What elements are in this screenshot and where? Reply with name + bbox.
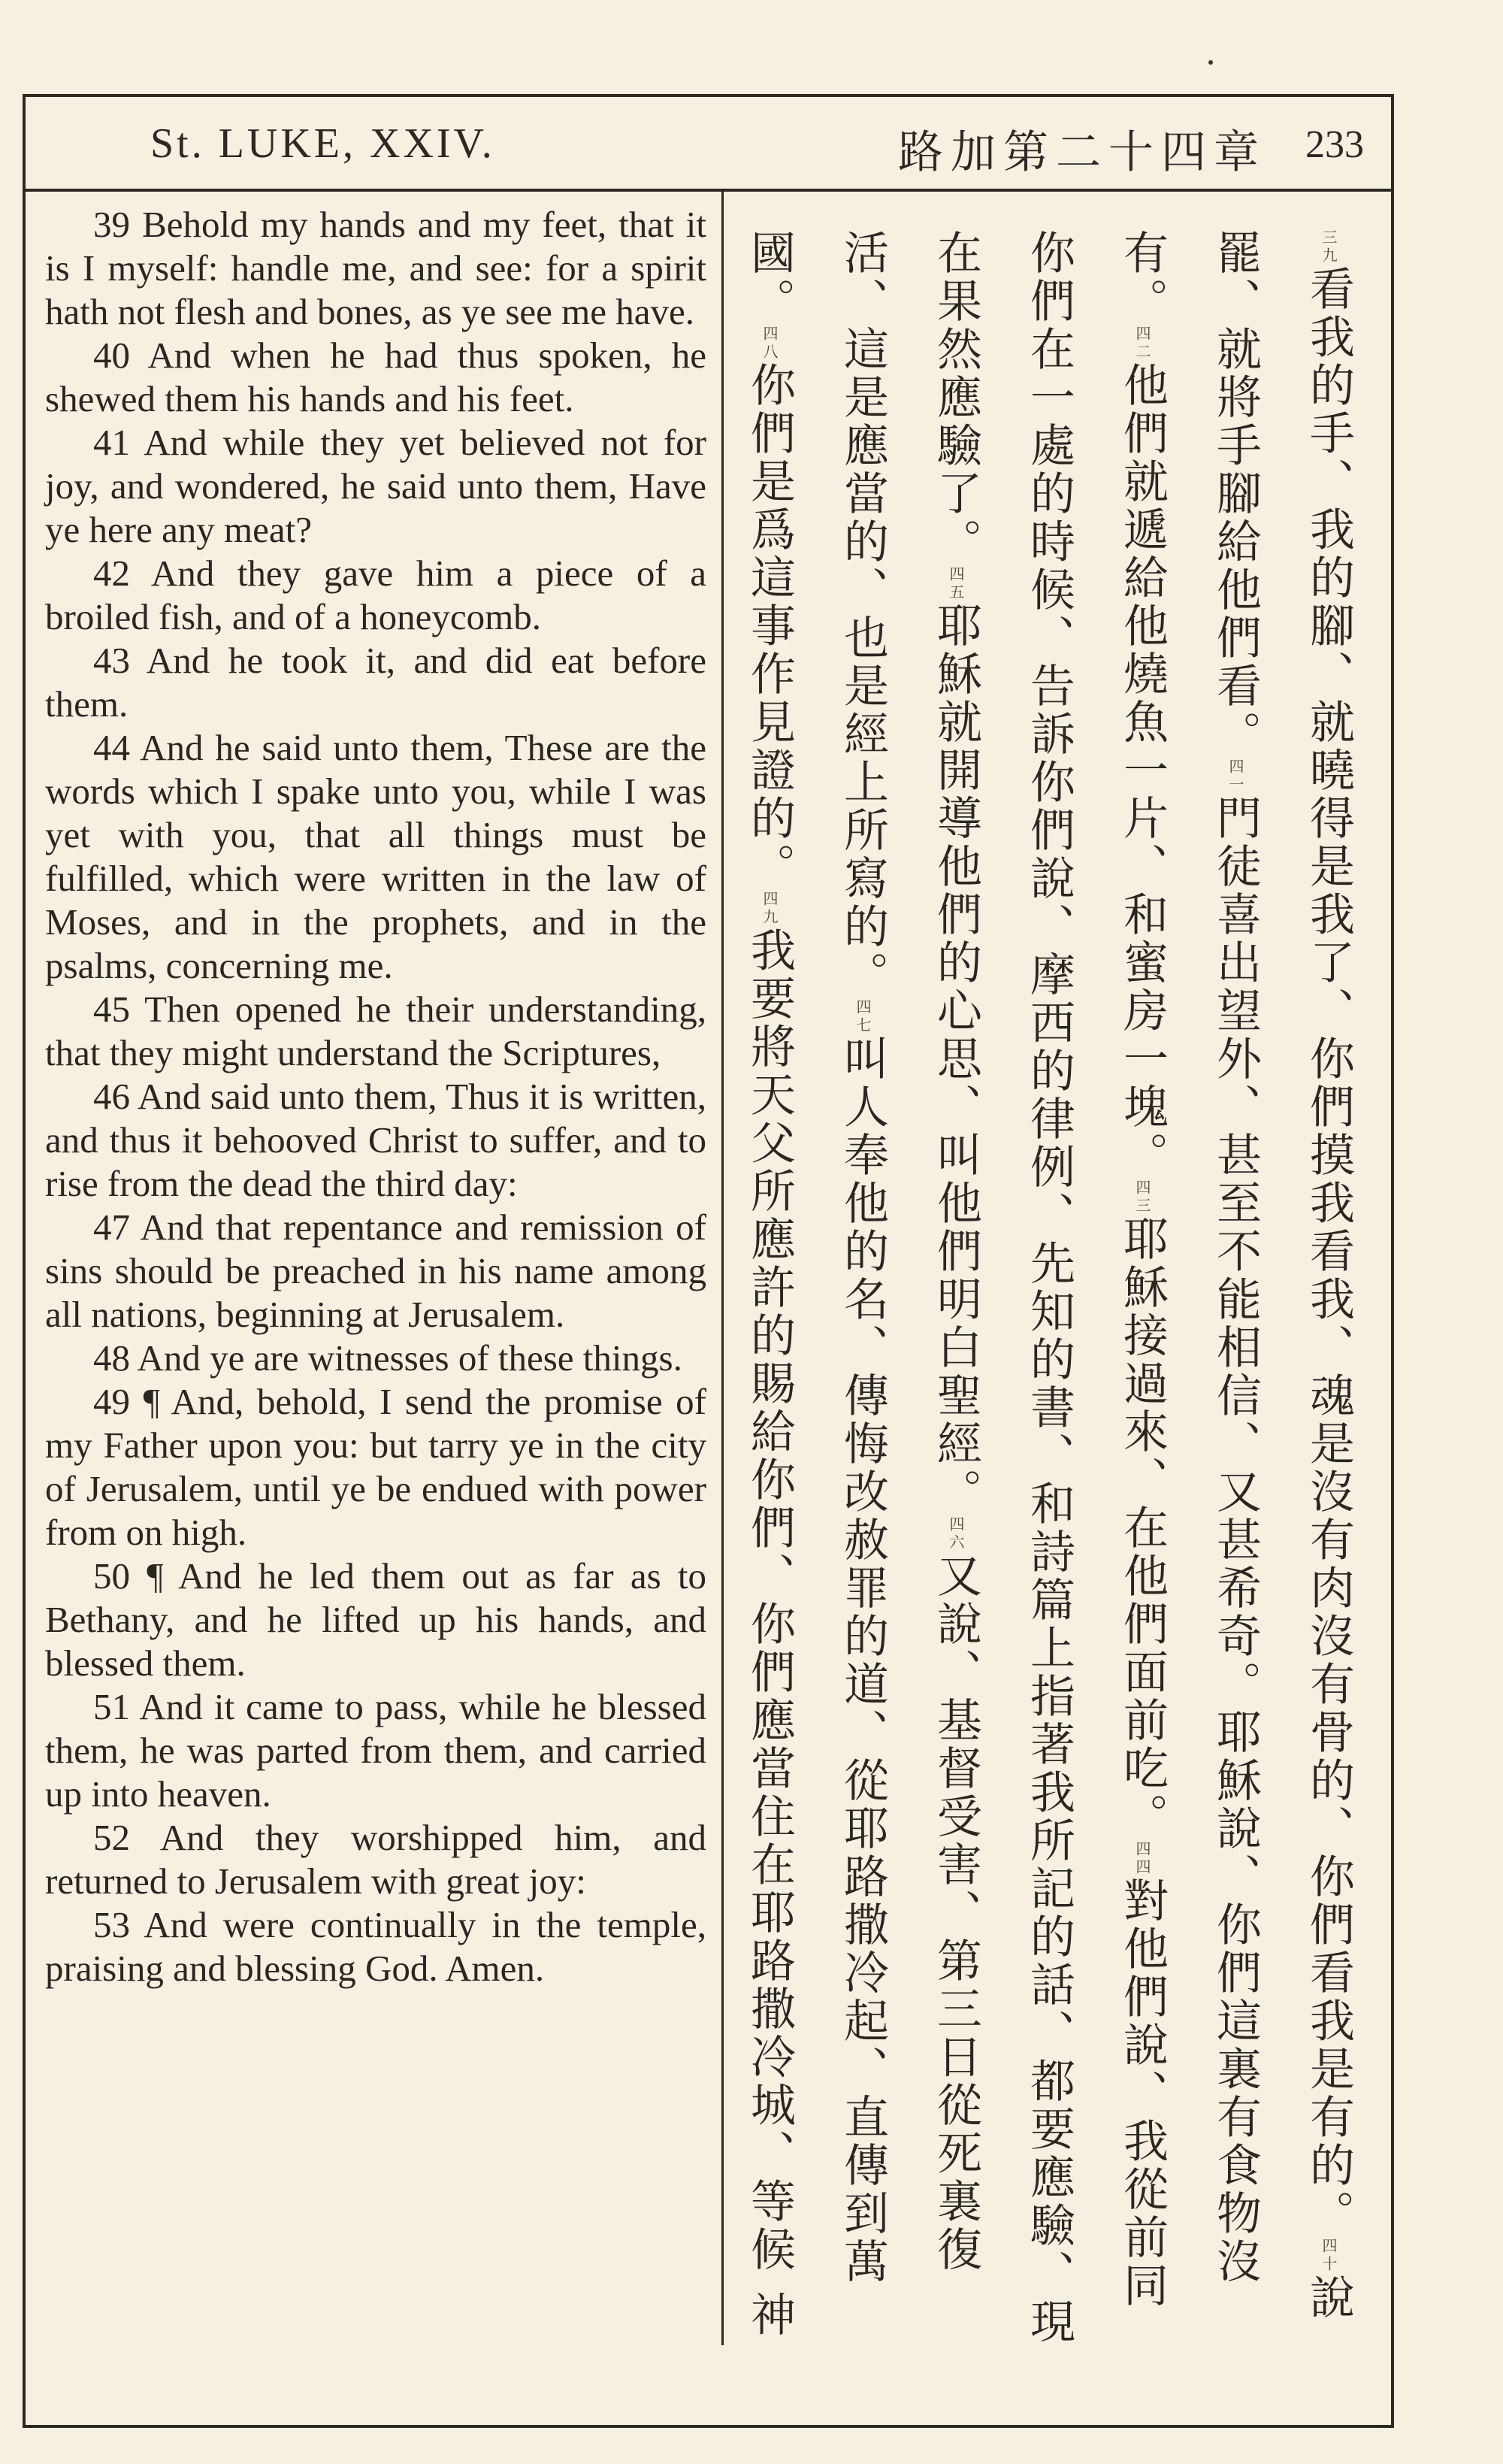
verse-marker: 四三 bbox=[1133, 1179, 1151, 1215]
verse-52: 52 And they worshipped him, and returned to Jerusalem with great joy: bbox=[45, 1817, 706, 1902]
page-header bbox=[23, 94, 1394, 192]
ink-speck bbox=[1208, 60, 1213, 65]
verse-marker: 四五 bbox=[947, 566, 965, 602]
verse-marker: 四六 bbox=[947, 1516, 965, 1552]
running-title-chinese: 路加第二十四章 bbox=[898, 126, 1266, 179]
chinese-verse: 門徒喜出望外、甚至不能相信、又甚希奇。耶穌說、你們這裏有食物沒有。 bbox=[1116, 229, 1262, 2286]
verse-44: 44 And he said unto them, These are the words which I spake unto you, while I was yet with you, that all things must be fulfilled, which were written in the law of Moses, and in the prophets, and in the psalms, concerning me. bbox=[45, 727, 706, 986]
page-number: 233 bbox=[1305, 123, 1364, 166]
verse-marker: 四二 bbox=[1133, 325, 1151, 362]
english-text-column bbox=[45, 203, 706, 2383]
verse-marker: 四十 bbox=[1320, 2238, 1338, 2274]
verse-40: 40 And when he had thus spoken, he shewed them his hands and his feet. bbox=[45, 334, 706, 419]
verse-53: 53 And were continually in the temple, praising and blessing God. Amen. bbox=[45, 1904, 706, 1989]
verse-marker: 三九 bbox=[1320, 229, 1338, 265]
verse-50: 50 ¶ And he led them out as far as to Bethany, and he lifted up his hands, and blessed them. bbox=[45, 1555, 706, 1684]
chinese-verse: 說罷、就將手腳給他們看。 bbox=[1209, 229, 1355, 2322]
running-title-english: St. LUKE, XXIV. bbox=[150, 120, 495, 167]
chinese-verse: 你們是爲這事作見證的。 bbox=[743, 362, 796, 891]
column-divider bbox=[721, 192, 724, 2345]
chinese-text-column bbox=[740, 229, 1375, 2357]
verse-marker: 四七 bbox=[854, 999, 872, 1035]
chinese-verse: 叫人奉他的名、傳悔改赦罪的道、從耶路撒冷起、直傳到萬國。 bbox=[743, 229, 889, 2286]
chinese-vertical-text bbox=[740, 229, 1375, 2357]
verse-49: 49 ¶ And, behold, I send the promise of my Father upon you: but tarry ye in the city of Jerusalem, until ye be endued with power from on high. bbox=[45, 1381, 706, 1553]
verse-42: 42 And they gave him a piece of a broiled fish, and of a honeycomb. bbox=[45, 552, 706, 637]
chinese-verse: 又說、基督受害、第三日從死裏復活、這是應當的、也是經上所寫的。 bbox=[836, 229, 982, 2274]
verse-47: 47 And that repentance and remission of sins should be preached in his name among all nations, beginning at Jerusalem. bbox=[45, 1206, 706, 1335]
chinese-verse: 我要將天父所應許的賜給你們、你們應當住在耶路撒冷城、等候 神 bbox=[743, 927, 796, 2340]
chinese-verse: 耶穌接過來、在他們面前吃。 bbox=[1116, 1215, 1169, 1841]
verse-43: 43 And he took it, and did eat before them. bbox=[45, 640, 706, 725]
verse-46: 46 And said unto them, Thus it is written, and thus it behooved Christ to suffer, and to rise from the dead the third day: bbox=[45, 1076, 706, 1204]
verse-marker: 四一 bbox=[1226, 758, 1244, 795]
chinese-verse: 耶穌就開導他們的心思、叫他們明白聖經。 bbox=[930, 602, 982, 1516]
verse-45: 45 Then opened he their understanding, that they might understand the Scriptures, bbox=[45, 988, 706, 1073]
verse-39: 39 Behold my hands and my feet, that it is I myself: handle me, and see: for a spirit hath not flesh and bones, as ye see me have. bbox=[45, 204, 706, 332]
chinese-verse: 看我的手、我的腳、就曉得是我了、你們摸我看我、魂是沒有肉沒有骨的、你們看我是有的。 bbox=[1302, 265, 1355, 2238]
chinese-verse: 對他們說、我從前同你們在一處的時候、告訴你們說、摩西的律例、先知的書、和詩篇上指著我所記的話、都要應驗、現在果然應驗了。 bbox=[930, 229, 1169, 2346]
chinese-verse: 他們就遞給他燒魚一片、和蜜房一塊。 bbox=[1116, 362, 1169, 1179]
verse-51: 51 And it came to pass, while he blessed them, he was parted from them, and carried up into heaven. bbox=[45, 1686, 706, 1815]
verse-marker: 四八 bbox=[761, 325, 779, 362]
verse-marker: 四四 bbox=[1133, 1841, 1151, 1877]
verse-48: 48 And ye are witnesses of these things. bbox=[93, 1337, 682, 1379]
verse-41: 41 And while they yet believed not for joy, and wondered, he said unto them, Have ye here any meat? bbox=[45, 422, 706, 550]
verse-marker: 四九 bbox=[761, 891, 779, 927]
